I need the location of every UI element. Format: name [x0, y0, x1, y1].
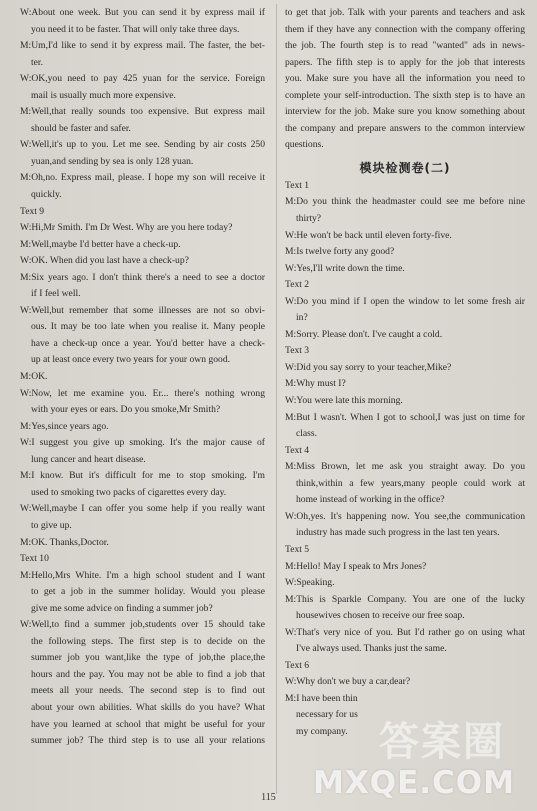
text-line: my company.: [296, 725, 348, 737]
text-line: should be faster and safer.: [31, 122, 131, 134]
text-line: W:Hi,Mr Smith. I'm Dr West. Why are you here today?: [20, 222, 233, 234]
text-line: meets all your needs. The second step is to find out: [31, 685, 265, 697]
text-line: W:Well,but remember that some illnesses are not so obvi-: [20, 304, 265, 316]
text-line: home instead of working in the office?: [296, 494, 445, 506]
text-line: M:I have been thin: [285, 692, 358, 704]
text-line: M:OK. Thanks,Doctor.: [20, 536, 109, 548]
text-line: M:Six years ago. I don't think there's a need to see a doctor: [20, 271, 265, 283]
text-line: Text 1: [285, 179, 310, 191]
text-line: W:You were late this morning.: [285, 395, 403, 407]
text-line: up at least once every two years for your own good.: [31, 354, 231, 366]
right-column: [285, 5, 525, 741]
section-heading: 模块检测卷(二): [359, 160, 451, 175]
text-line: class.: [296, 428, 318, 440]
text-line: M:Hello! May I speak to Mrs Jones?: [285, 560, 427, 572]
text-line: complete your self-introduction. The sixth step is to have an: [285, 89, 525, 101]
text-line: think,within a few years,many people could work at: [296, 477, 525, 489]
text-line: Text 9: [20, 205, 45, 217]
column-divider: [276, 4, 277, 794]
text-line: mail is usually much more expensive.: [31, 89, 176, 101]
text-line: M:Yes,since years ago.: [20, 420, 109, 432]
text-line: W:I suggest you give up smoking. It's the major cause of: [20, 437, 265, 449]
right-column-top: [285, 5, 525, 154]
right-column-bottom: [285, 178, 525, 741]
text-line: M:This is Sparkle Company. You are one of the lucky: [285, 593, 525, 605]
text-line: ter.: [31, 56, 43, 68]
text-line: used to smoking two packs of cigarettes every day.: [31, 486, 227, 498]
text-line: interview for the job. Make sure you know something about: [285, 106, 525, 118]
text-line: Text 3: [285, 345, 310, 357]
text-line: M:Well,that really sounds too expensive. But express mail: [20, 106, 265, 118]
text-line: summer job you want,like the type of job,the place,the: [31, 652, 265, 664]
text-line: have a check-up once a year. You'd better have a check-: [31, 337, 265, 349]
text-line: necessary for us: [296, 709, 358, 721]
text-line: summer job? The third step is to use all your relations: [31, 735, 265, 747]
text-line: M:Um,I'd like to send it by express mail. The faster, the bet-: [20, 40, 265, 52]
text-line: W:Yes,I'll write down the time.: [285, 262, 405, 274]
text-line: W:That's very nice of you. But I'd rather go on using what: [285, 626, 525, 638]
text-line: hours and the pay. You may not be able to find a job that: [31, 668, 265, 680]
text-line: questions.: [285, 139, 324, 151]
text-line: W:Oh,yes. It's happening now. You see,the communication: [285, 510, 525, 522]
text-line: W:Do you mind if I open the window to let some fresh air: [285, 295, 525, 307]
text-line: thirty?: [296, 213, 322, 225]
text-line: W:OK,you need to pay 425 yuan for the service. Foreign: [20, 73, 265, 85]
text-line: the following steps. The first step is to decide on the: [31, 635, 265, 647]
text-line: yuan,and sending by sea is only 128 yuan.: [31, 155, 194, 167]
text-line: to get that job. Talk with your parents and teachers and ask: [285, 7, 525, 18]
text-line: W:Speaking.: [285, 577, 335, 589]
text-line: W:Now, let me examine you. Er... there's nothing wrong: [20, 387, 265, 399]
text-line: in?: [296, 312, 308, 324]
text-line: with your eyes or ears. Do you smoke,Mr Smith?: [31, 404, 221, 416]
text-line: give me some advice on finding a summer job?: [31, 602, 213, 614]
text-line: M:I know. But it's difficult for me to stop smoking. I'm: [20, 470, 265, 482]
text-line: W:About one week. But you can send it by express mail if: [20, 7, 265, 18]
text-line: Text 4: [285, 444, 310, 456]
text-line: M:But I wasn't. When I got to school,I was just on time for: [285, 411, 525, 423]
text-line: Text 6: [285, 659, 310, 671]
text-line: M:Do you think the headmaster could see me before nine: [285, 196, 525, 208]
text-line: you. Make sure you have all the information you need to: [285, 73, 525, 85]
text-line: have you learned at school that might be useful for your: [31, 718, 265, 730]
text-line: the company and prepare answers to the common interview: [285, 122, 525, 134]
text-line: to give up.: [31, 519, 72, 531]
text-line: W:OK. When did you last have a check-up?: [20, 255, 189, 267]
text-line: quickly.: [31, 189, 62, 201]
text-line: M:Hello,Mrs White. I'm a high school student and I want: [20, 569, 265, 581]
text-line: Text 5: [285, 543, 310, 555]
text-line: W:Well,maybe I can offer you some help if you really want: [20, 503, 265, 515]
text-line: W:He won't be back until eleven forty-five.: [285, 229, 452, 241]
text-line: M:Well,maybe I'd better have a check-up.: [20, 238, 181, 250]
text-line: M:Why must I?: [285, 378, 346, 390]
text-line: W:Did you say sorry to your teacher,Mike?: [285, 361, 452, 373]
text-line: the job. The fourth step is to read "wanted" ads in news-: [285, 40, 525, 52]
left-column: [20, 5, 265, 750]
text-line: Text 10: [20, 553, 49, 565]
text-line: ous. It may be too late when you realise it. Many people: [31, 321, 265, 333]
text-line: M:Is twelve forty any good?: [285, 246, 395, 258]
text-line: you need it to be faster. That will only take three days.: [31, 23, 240, 35]
text-line: about your own abilities. What skills do you have? What: [31, 701, 265, 713]
text-line: industry has made such progress in the last ten years.: [296, 527, 500, 539]
watermark-brand: 答案圈: [379, 719, 505, 765]
text-line: if I feel well.: [31, 288, 81, 300]
text-line: W:Well,it's up to you. Let me see. Sending by air costs 250: [20, 139, 265, 151]
text-line: W:Why don't we buy a car,dear?: [285, 676, 411, 688]
text-line: to get a job in the summer holiday. Would you please: [31, 586, 265, 598]
text-line: M:Sorry. Please don't. I've caught a cold.: [285, 328, 443, 340]
text-line: papers. The fifth step is to apply for the job that interests: [285, 56, 525, 68]
text-line: them if they have any connection with the company offering: [285, 23, 525, 35]
text-line: W:Well,to find a summer job,students over 15 should take: [20, 619, 265, 631]
text-line: M:Oh,no. Express mail, please. I hope my son will receive it: [20, 172, 265, 184]
text-line: M:Miss Brown, let me ask you straight away. Do you: [285, 461, 525, 473]
page-number: 115: [261, 792, 276, 803]
watermark-site: MXQE.COM: [312, 765, 515, 801]
text-line: I've always used. Thanks just the same.: [296, 643, 447, 655]
text-line: Text 2: [285, 279, 310, 291]
text-line: M:OK.: [20, 371, 48, 383]
text-line: housewives chosen to receive our free soap.: [296, 610, 465, 622]
text-line: lung cancer and heart disease.: [31, 453, 146, 465]
